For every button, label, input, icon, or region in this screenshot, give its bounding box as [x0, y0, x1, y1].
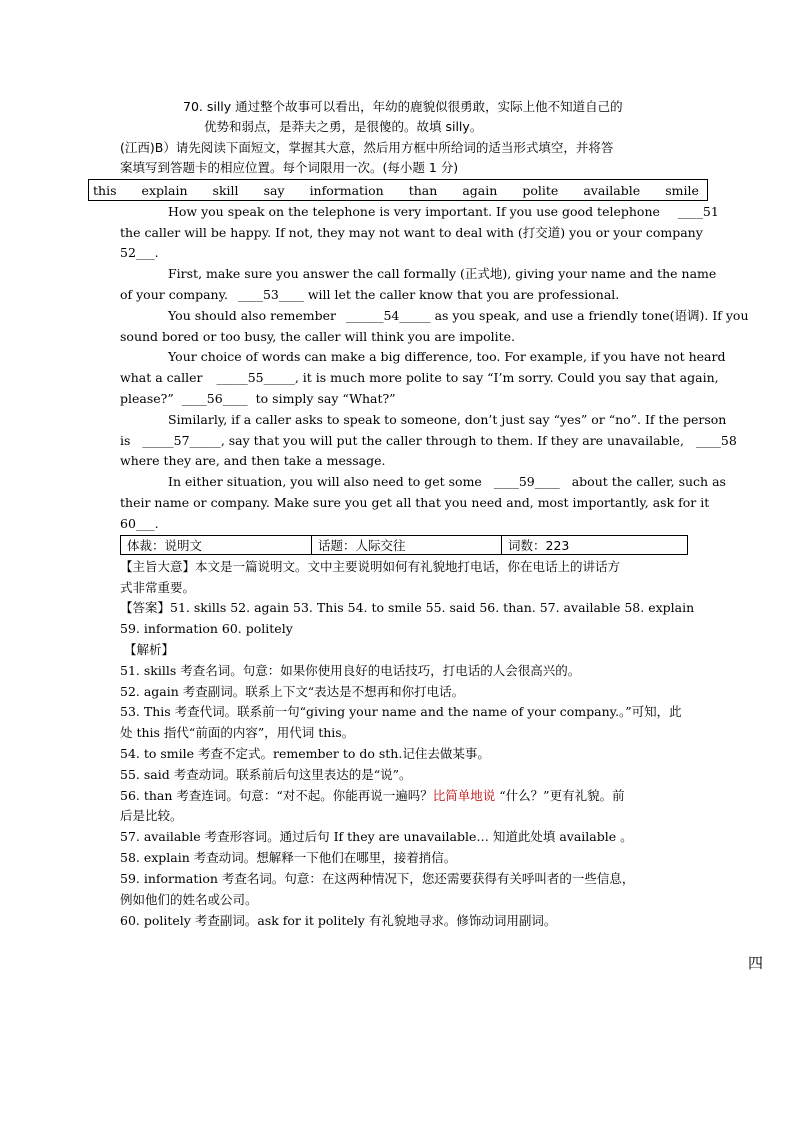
analysis-58: 58. explain 考查动词。想解释一下他们在哪里，接着捎信。 — [120, 850, 457, 865]
word-box — [88, 179, 708, 201]
info-table — [120, 535, 688, 555]
passage-line — [168, 202, 719, 222]
analysis-53-line1: 53. This 考查代词。联系前一句“giving your name and the name of your company.。”可知，此 — [120, 704, 682, 719]
word-box-item: than — [408, 182, 438, 198]
word-box-item: polite — [522, 182, 559, 198]
analysis-highlight: 比简单地说 — [432, 788, 496, 803]
blank-60: 60___. — [120, 516, 159, 531]
passage-line: sound bored or too busy, the caller will think you are impolite. — [120, 329, 515, 344]
passage-line: Your choice of words can make a big difference, too. For example, if you have not heard — [168, 349, 726, 364]
word-box-item: skill — [212, 182, 239, 198]
passage-line — [168, 472, 726, 492]
passage-line: Similarly, if a caller asks to speak to someone, don’t just say “yes” or “no”. If the person — [168, 412, 727, 427]
analysis-57: 57. available 考查形容词。通过后句 If they are unavailable… 知道此处填 available 。 — [120, 829, 633, 844]
passage-line: the caller will be happy. If not, they may not want to deal with (打交道) you or your company — [120, 225, 703, 240]
word-box-item: explain — [141, 182, 188, 198]
passage-text: as you speak, and use a friendly tone(语调). If you — [434, 308, 749, 323]
passage-text: , it is much more polite to say “I’m sorry. Could you say that again, — [294, 370, 719, 385]
analysis-54: 54. to smile 考查不定式。remember to do sth.记住去做某事。 — [120, 746, 490, 761]
word-count-cell: 词数：223 — [501, 536, 687, 554]
summary-line1: 【主旨大意】本文是一篇说明文。文中主要说明如何有礼貌地打电话，你在电话上的讲话方 — [120, 559, 621, 574]
passage-line: their name or company. Make sure you get all that you need and, most importantly, ask for it — [120, 495, 710, 510]
summary-line2: 式非常重要。 — [120, 580, 196, 595]
analysis-51: 51. skills 考查名词。句意：如果你使用良好的电话技巧，打电话的人会很高兴的。 — [120, 663, 581, 678]
topic-cell: 话题：人际交往 — [311, 536, 501, 554]
q70-line2: 优势和弱点，是莽夫之勇，是很傻的。故填 silly。 — [204, 119, 483, 134]
blank-57: _____57_____ — [142, 433, 221, 448]
word-box-item: available — [583, 182, 641, 198]
passage-text: will let the caller know that you are professional. — [307, 287, 620, 302]
page-number: 四 — [748, 954, 764, 972]
word-box-item: say — [263, 182, 285, 198]
analysis-52: 52. again 考查副词。联系上下文“表达是不想再和你打电话。 — [120, 684, 465, 699]
answers-line1: 【答案】51. skills 52. again 53. This 54. to smile 55. said 56. than. 57. available 58. explain — [120, 600, 695, 615]
passage-text: , say that you will put the caller through to them. If they are unavailable, — [220, 433, 684, 448]
passage-line: First, make sure you answer the call formally (正式地), giving your name and the name — [168, 266, 717, 281]
analysis-heading: 【解析】 — [124, 642, 175, 657]
word-box-item: smile — [665, 182, 699, 198]
analysis-56-line2: 后是比较。 — [120, 808, 183, 823]
analysis-59-line1: 59. information 考查名词。句意：在这两种情况下，您还需要获得有关呼叫者的一些信息， — [120, 871, 635, 886]
answers-line2: 59. information 60. politely — [120, 621, 293, 636]
blank-59: ____59____ — [493, 474, 560, 489]
blank-51: ____51 — [677, 204, 719, 219]
instructions-line2: 案填写到答题卡的相应位置。每个词限用一次。(每小题 1 分) — [120, 160, 459, 175]
passage-text: about the caller, such as — [571, 474, 726, 489]
passage-line — [120, 285, 619, 305]
passage-line: where they are, and then take a message. — [120, 453, 386, 468]
word-box-item: this — [93, 182, 117, 198]
analysis-text: “什么？”更有礼貌。前 — [495, 788, 625, 803]
passage-line — [168, 306, 749, 326]
passage-text: is — [120, 433, 131, 448]
instructions-line1: (江西)B）请先阅读下面短文，掌握其大意，然后用方框中所给词的适当形式填空，并将答 — [120, 140, 614, 155]
analysis-60: 60. politely 考查副词。ask for it politely 有礼貌地寻求。修饰动词用副词。 — [120, 913, 557, 928]
blank-53: ____53____ — [237, 287, 304, 302]
blank-56: ____56____ — [181, 391, 248, 406]
blank-58: ____58 — [695, 433, 737, 448]
passage-text: In either situation, you will also need to get some — [168, 474, 482, 489]
analysis-55: 55. said 考查动词。联系前后句这里表达的是“说”。 — [120, 767, 412, 782]
genre-cell: 体裁：说明文 — [127, 538, 203, 553]
passage-text: How you speak on the telephone is very important. If you use good telephone — [168, 204, 660, 219]
blank-54: ______54_____ — [345, 308, 431, 323]
passage-line — [120, 368, 719, 388]
word-box-item: information — [309, 182, 384, 198]
passage-line — [120, 431, 737, 451]
blank-55: _____55_____ — [216, 370, 295, 385]
blank-52: 52___. — [120, 245, 159, 260]
passage-text: what a caller — [120, 370, 203, 385]
passage-text: to simply say “What?” — [255, 391, 396, 406]
analysis-text: 56. than 考查连词。句意：“对不起。你能再说一遍吗？ — [120, 788, 433, 803]
passage-line — [120, 389, 396, 409]
passage-text: You should also remember — [168, 308, 336, 323]
q70-line1: 70. silly 通过整个故事可以看出，年幼的鹿貌似很勇敢，实际上他不知道自己的 — [183, 99, 623, 114]
passage-text: of your company. — [120, 287, 228, 302]
passage-text: please?” — [120, 391, 174, 406]
analysis-53-line2: 处 this 指代“前面的内容”，用代词 this。 — [120, 725, 355, 740]
analysis-59-line2: 例如他们的姓名或公司。 — [120, 892, 258, 907]
word-box-item: again — [462, 182, 498, 198]
analysis-56-line1 — [120, 786, 625, 806]
